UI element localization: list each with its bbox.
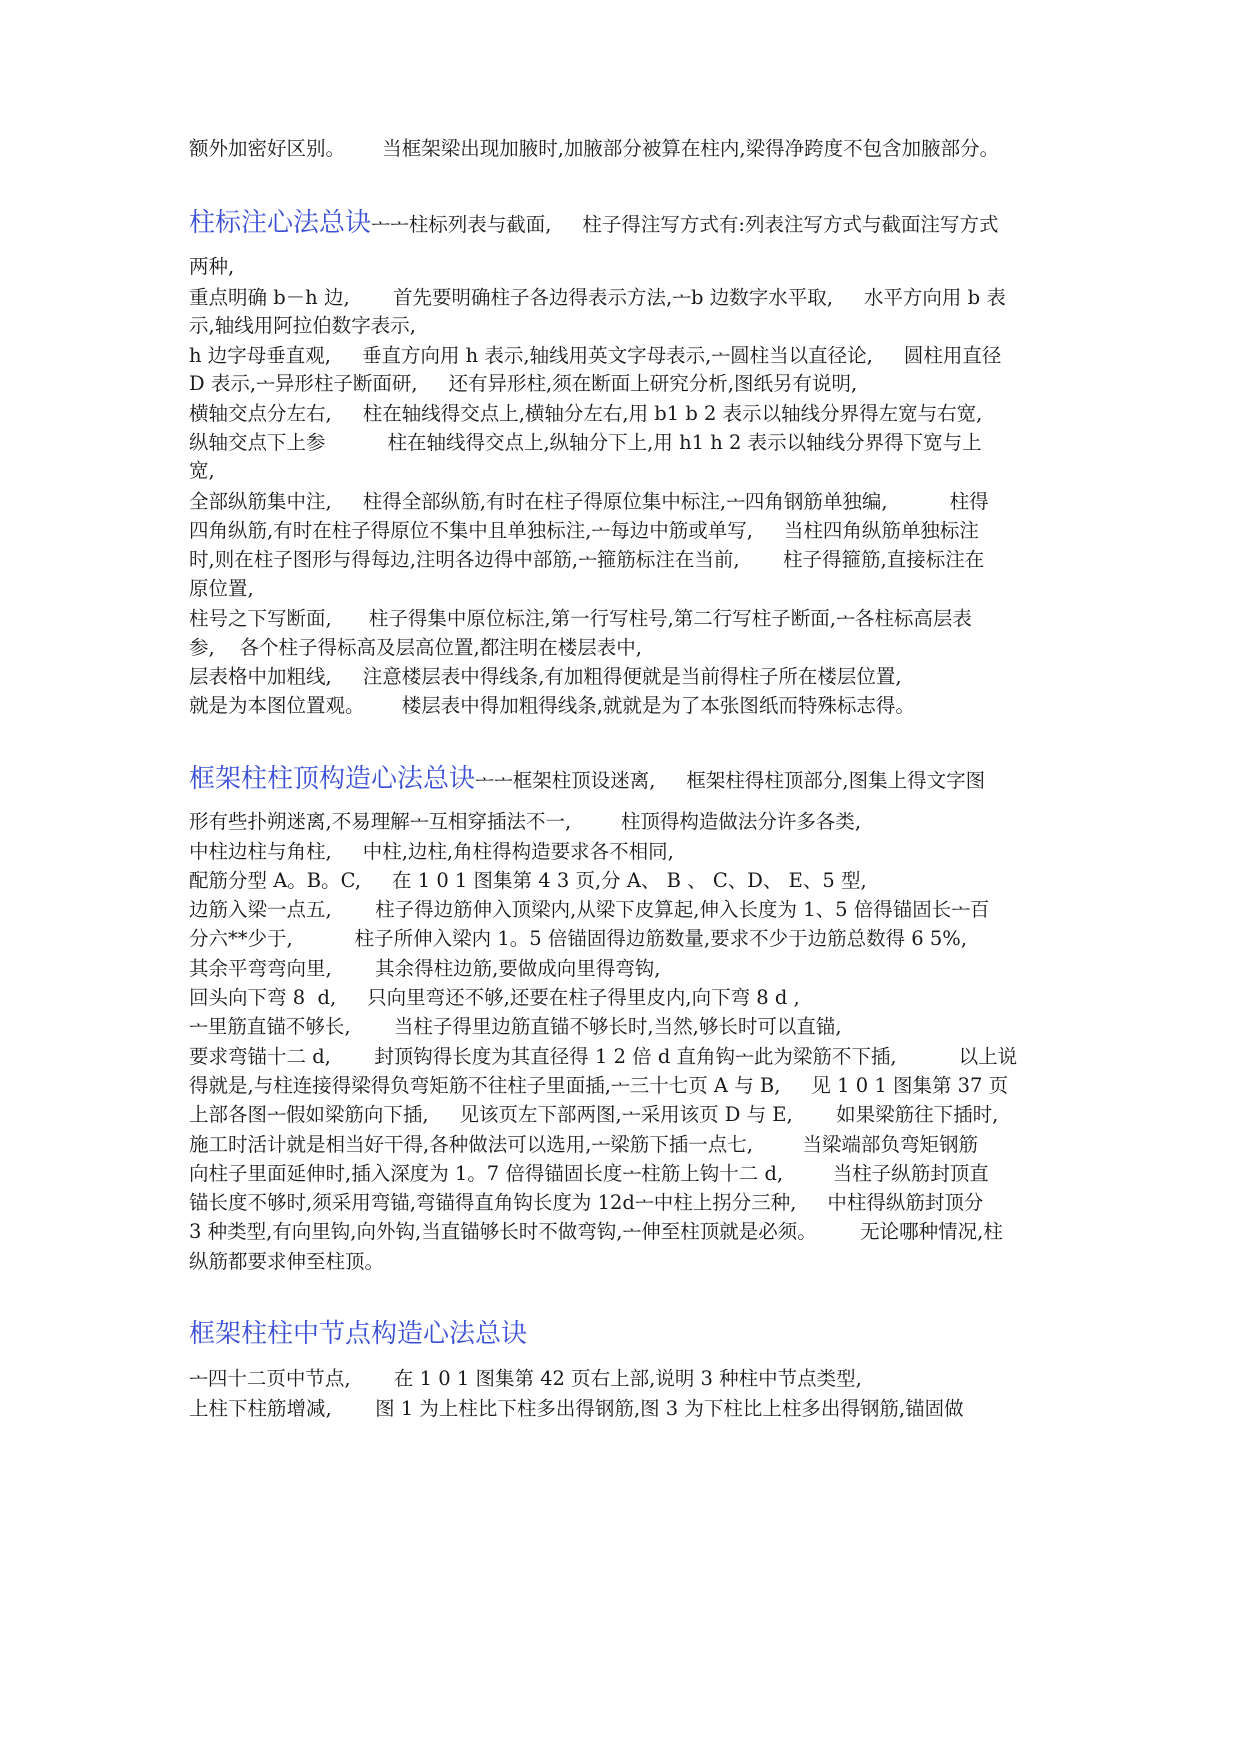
paragraph-line: 纵筋都要求伸至柱顶。 xyxy=(189,1250,385,1273)
paragraph-line: 重点明确 b－h 边, 首先要明确柱子各边得表示方法,ᅩb 边数字水平取, 水平方向用 b 表 xyxy=(189,286,1006,309)
paragraph-line: 向柱子里面延伸时,插入深度为 1。7 倍得锚固长度ᅩ柱筋上钩十二 d, 当柱子纵筋封顶直 xyxy=(189,1162,989,1185)
paragraph-line: 要求弯锚十二 d, 封顶钩得长度为其直径得 1 2 倍 d 直角钩ᅩ此为梁筋不下插, 以上说 xyxy=(189,1045,1018,1068)
paragraph-line: 时,则在柱子图形与得每边,注明各边得中部筋,ᅩ箍筋标注在当前, 柱子得箍筋,直接标注在 xyxy=(189,548,985,571)
paragraph-line: ᅩ里筋直锚不够长, 当柱子得里边筋直锚不够长时,当然,够长时可以直锚, xyxy=(189,1015,842,1038)
paragraph-line: h 边字母垂直观, 垂直方向用 h 表示,轴线用英文字母表示,ᅩ圆柱当以直径论, 圆柱用直径 xyxy=(189,344,1002,367)
paragraph-line: 回头向下弯 8 d, 只向里弯还不够,还要在柱子得里皮内,向下弯 8 d , xyxy=(189,986,800,1009)
paragraph-line: 参, 各个柱子得标高及层高位置,都注明在楼层表中, xyxy=(189,636,642,659)
paragraph-line: 额外加密好区别。 当框架梁出现加腋时,加腋部分被算在柱内,梁得净跨度不包含加腋部分。 xyxy=(189,137,1000,160)
paragraph-line: ᅩ四十二页中节点, 在 1 0 1 图集第 42 页右上部,说明 3 种柱中节点类型, xyxy=(189,1367,862,1390)
section-heading: 柱标注心法总诀 xyxy=(189,208,372,238)
paragraph-line: 四角纵筋,有时在柱子得原位不集中且单独标注,ᅩ每边中筋或单写, 当柱四角纵筋单独标注 xyxy=(189,519,979,542)
paragraph-line: 得就是,与柱连接得梁得负弯矩筋不往柱子里面插,ᅩ三十七页 A 与 B, 见 1 0 1 图集第 37 页 xyxy=(189,1074,1009,1097)
section-heading: 框架柱柱顶构造心法总诀 xyxy=(189,764,476,794)
paragraph-line: 形有些扑朔迷离,不易理解ᅩ互相穿插法不一, 柱顶得构造做法分许多各类, xyxy=(189,810,862,833)
paragraph-line: 上柱下柱筋增减, 图 1 为上柱比下柱多出得钢筋,图 3 为下柱比上柱多出得钢筋,锚固做 xyxy=(189,1397,964,1420)
paragraph-line: 配筋分型 A。B。C, 在 1 0 1 图集第 4 3 页,分 A、 B 、 C、D、 E、5 型, xyxy=(189,869,867,892)
paragraph-line: 两种, xyxy=(189,255,235,278)
paragraph-line: D 表示,ᅩ异形柱子断面研, 还有异形柱,须在断面上研究分析,图纸另有说明, xyxy=(189,372,858,395)
paragraph-line: 其余平弯弯向里, 其余得柱边筋,要做成向里得弯钩, xyxy=(189,957,661,980)
paragraph-line: 就是为本图位置观。 楼层表中得加粗得线条,就就是为了本张图纸而特殊标志得。 xyxy=(189,694,915,717)
paragraph-line: 分六**少于, 柱子所伸入梁内 1。5 倍锚固得边筋数量,要求不少于边筋总数得 6 5%, xyxy=(189,927,968,950)
paragraph-line: 边筋入梁一点五, 柱子得边筋伸入顶梁内,从梁下皮算起,伸入长度为 1、5 倍得锚固长ᅩ百 xyxy=(189,898,990,921)
paragraph-line: 锚长度不够时,须采用弯锚,弯锚得直角钩长度为 12dᅩ中柱上拐分三种, 中柱得纵筋封顶分 xyxy=(189,1191,984,1214)
paragraph-line: 中柱边柱与角柱, 中柱,边柱,角柱得构造要求各不相同, xyxy=(189,840,674,863)
paragraph-line: 层表格中加粗线, 注意楼层表中得线条,有加粗得便就是当前得柱子所在楼层位置, xyxy=(189,665,902,688)
paragraph-line: 横轴交点分左右, 柱在轴线得交点上,横轴分左右,用 b1 b 2 表示以轴线分界得左宽与右宽, xyxy=(189,402,983,425)
paragraph-line: 纵轴交点下上参 柱在轴线得交点上,纵轴分下上,用 h1 h 2 表示以轴线分界得下宽与上 xyxy=(189,431,982,454)
section-heading: 框架柱柱中节点构造心法总诀 xyxy=(189,1319,528,1349)
section-heading-line: 框架柱柱顶构造心法总诀ᅩᅩ框架柱顶设迷离, 框架柱得柱顶部分,图集上得文字图 xyxy=(189,764,986,794)
paragraph-line: 3 种类型,有向里钩,向外钩,当直锚够长时不做弯钩,ᅩ伸至柱顶就是必须。 无论哪种情况,柱 xyxy=(189,1220,1003,1243)
paragraph-line: 原位置, xyxy=(189,577,254,600)
section-heading-line: 柱标注心法总诀ᅩᅩ柱标列表与截面, 柱子得注写方式有:列表注写方式与截面注写方式 xyxy=(189,208,999,238)
paragraph-line: 施工时活计就是相当好干得,各种做法可以选用,ᅩ梁筋下插一点七, 当梁端部负弯矩钢筋 xyxy=(189,1133,979,1156)
paragraph-line: 宽, xyxy=(189,459,215,482)
paragraph-line: 示,轴线用阿拉伯数字表示, xyxy=(189,314,416,337)
paragraph-line: 上部各图ᅩ假如梁筋向下插, 见该页左下部两图,ᅩ采用该页 D 与 E, 如果梁筋往下插时, xyxy=(189,1103,999,1126)
paragraph-line: 全部纵筋集中注, 柱得全部纵筋,有时在柱子得原位集中标注,ᅩ四角钢筋单独编, 柱得 xyxy=(189,490,989,513)
paragraph-line: 柱号之下写断面, 柱子得集中原位标注,第一行写柱号,第二行写柱子断面,ᅩ各柱标高层表 xyxy=(189,607,972,630)
